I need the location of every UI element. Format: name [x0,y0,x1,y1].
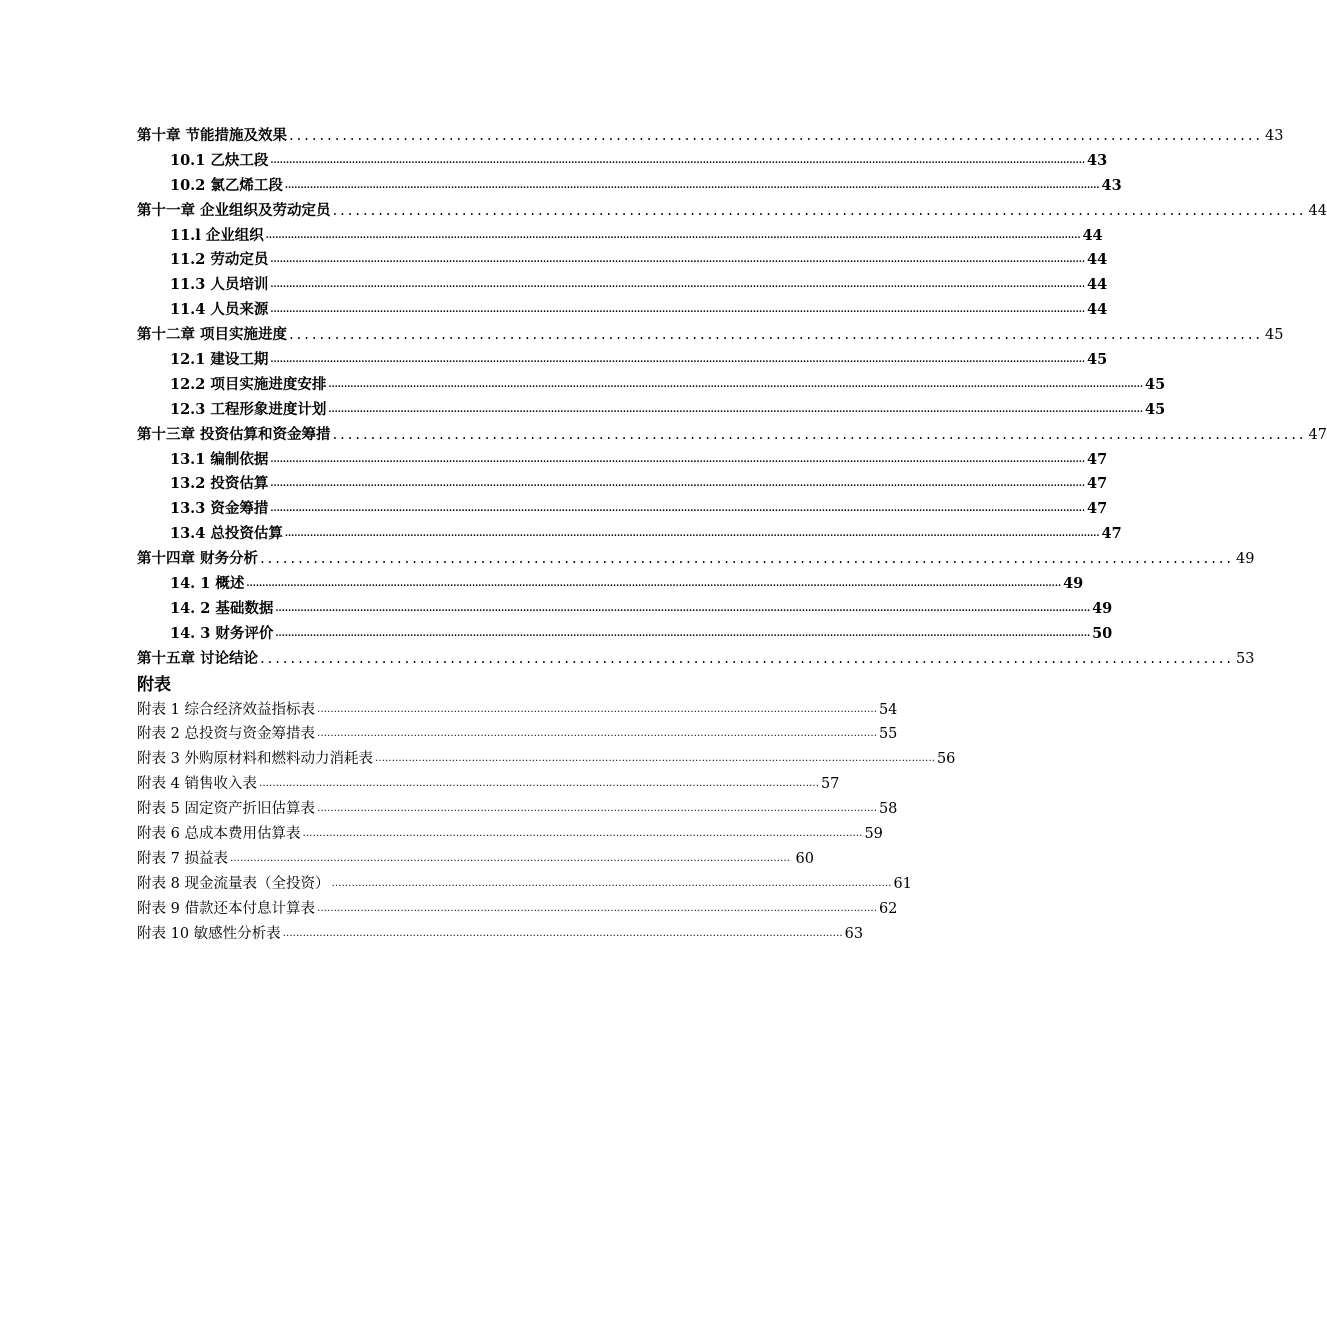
toc-page-number: 56 [936,751,956,768]
toc-entry-chapter-15[interactable] [137,647,1255,672]
toc-title: 附表 8 现金流量表（全投资） [137,875,330,892]
toc-title: 12.3 工程形象进度计划 [170,400,327,418]
toc-page-number: 49 [1092,599,1113,617]
toc-page-number: 62 [878,900,898,917]
toc-page-number: 43 [1101,176,1122,194]
toc-title: 附表 9 借款还本付息计算表 [137,900,315,917]
toc-page-number: 47 [1087,500,1108,518]
dot-leader: …………………………………………………………………………………………………………………………………………………… [302,828,863,840]
toc-title: 13.1 编制依据 [170,450,269,468]
dot-leader: ................................................................................................................................ [260,650,1235,667]
appendix-heading [137,672,814,698]
toc-entry-section-10-1[interactable] [137,149,1108,174]
toc-entry-appendix-5[interactable] [137,797,898,822]
toc-page-number: 45 [1265,327,1284,344]
toc-entry-appendix-2[interactable] [137,722,898,747]
toc-entry-section-14-1[interactable] [137,572,1084,597]
dot-leader: …………………………………………………………………………………………………………………………………………………… [316,728,877,740]
dot-leader: .................................................................................................................................................................................................................................................................... [270,504,1086,515]
dot-leader: ................................................................................................................................ [332,426,1307,443]
appendix-heading-text: 附表 [137,674,171,695]
toc-entry-appendix-3[interactable] [137,747,956,772]
toc-entry-section-12-3[interactable] [137,398,1166,423]
dot-leader: .................................................................................................................................................................................................................................................................... [275,628,1091,639]
dot-leader: .................................................................................................................................................................................................................................................................... [270,155,1086,166]
toc-title: 10.2 氯乙烯工段 [170,176,283,194]
toc-page-number: 44 [1087,276,1108,294]
dot-leader: …………………………………………………………………………………………………………………………………………………… [316,902,877,914]
dot-leader: …………………………………………………………………………………………………………………………………………………… [316,703,877,715]
toc-title: 附表 2 总投资与资金筹措表 [137,726,315,743]
toc-title: 13.3 资金筹措 [170,500,269,518]
toc-title: 附表 1 综合经济效益指标表 [137,701,315,718]
toc-page-number: 55 [878,726,898,743]
toc-page-number: 44 [1087,251,1108,269]
dot-leader: .................................................................................................................................................................................................................................................................... [270,255,1086,266]
table-of-contents [137,124,1327,947]
toc-title: 14. 2 基础数据 [170,599,274,617]
toc-title: 第十四章 财务分析 [137,550,259,568]
toc-entry-section-12-1[interactable] [137,348,1108,373]
toc-entry-section-14-3[interactable] [137,622,1113,647]
toc-page-number: 58 [878,801,898,818]
toc-entry-chapter-13[interactable] [137,423,1327,448]
toc-entry-chapter-12[interactable] [137,323,1284,348]
toc-page-number: 43 [1087,151,1108,169]
toc-entry-appendix-8[interactable] [137,872,912,897]
toc-page-number: 47 [1101,525,1122,543]
toc-page-number: 44 [1087,301,1108,319]
dot-leader: …………………………………………………………………………………………………………………………………………………… [316,803,877,815]
toc-title: 第十章 节能措施及效果 [137,126,288,144]
dot-leader: ................................................................................................................................ [260,551,1235,568]
toc-page-number: 59 [864,826,883,843]
toc-page-number: 43 [1265,127,1284,144]
dot-leader: .................................................................................................................................................................................................................................................................... [275,603,1091,614]
toc-entry-appendix-10[interactable] [137,922,864,947]
toc-title: 附表 5 固定资产折旧估算表 [137,801,315,818]
dot-leader: .................................................................................................................................................................................................................................................................... [246,579,1062,590]
toc-title: 第十五章 讨论结论 [137,649,259,667]
dot-leader: .................................................................................................................................................................................................................................................................... [270,479,1086,490]
toc-title: 11.4 人员来源 [170,301,269,319]
toc-page-number: 47 [1087,450,1108,468]
toc-entry-section-11-3[interactable] [137,273,1108,298]
dot-leader: .................................................................................................................................................................................................................................................................... [284,180,1100,191]
dot-leader: …………………………………………………………………………………………………………………………………………………… [282,927,843,939]
toc-title: 附表 10 敏感性分析表 [137,925,281,942]
toc-page-number: 45 [1087,351,1108,368]
toc-entry-section-14-2[interactable] [137,597,1113,622]
toc-title: 13.2 投资估算 [170,475,269,493]
toc-title: 附表 3 外购原材料和燃料动力消耗表 [137,751,373,768]
dot-leader: .................................................................................................................................................................................................................................................................... [328,379,1144,390]
toc-title: 11.3 人员培训 [170,276,269,294]
dot-leader: …………………………………………………………………………………………………………………………………………………… [258,778,819,790]
dot-leader: ................................................................................................................................ [289,127,1264,144]
dot-leader: .................................................................................................................................................................................................................................................................... [270,305,1086,316]
toc-page-number: 44 [1082,226,1103,244]
toc-page-number: 45 [1145,375,1166,393]
toc-page-number: 45 [1145,400,1166,418]
toc-entry-appendix-1[interactable] [137,698,898,723]
toc-title: 附表 4 销售收入表 [137,776,257,793]
toc-page-number: 63 [844,925,864,942]
toc-title: 11.l 企业组织 [170,226,264,244]
toc-page-number: 53 [1236,650,1255,667]
toc-entry-appendix-7[interactable] [137,847,814,872]
toc-title: 14. 3 财务评价 [170,624,274,642]
toc-entry-section-13-4[interactable] [137,522,1122,547]
toc-page-number: 57 [820,776,840,793]
toc-page-number: 50 [1092,624,1113,642]
toc-title: 第十二章 项目实施进度 [137,326,288,344]
dot-leader: …………………………………………………………………………………………………………………………………………………… [229,852,790,864]
toc-title: 第十三章 投资估算和资金筹措 [137,425,331,443]
toc-page-number: 44 [1308,202,1327,219]
toc-title: 10.1 乙炔工段 [170,151,269,169]
dot-leader: .................................................................................................................................................................................................................................................................... [328,404,1144,415]
dot-leader: .................................................................................................................................................................................................................................................................... [270,280,1086,291]
toc-entry-section-11-4[interactable] [137,298,1108,323]
dot-leader: .................................................................................................................................................................................................................................................................... [265,230,1081,241]
dot-leader: ................................................................................................................................ [289,327,1264,344]
toc-page-number: 54 [878,701,898,718]
toc-entry-section-12-2[interactable] [137,373,1166,398]
toc-entry-chapter-11[interactable] [137,199,1327,224]
toc-entry-appendix-4[interactable] [137,772,840,797]
toc-title: 12.1 建设工期 [170,351,269,368]
toc-title: 附表 6 总成本费用估算表 [137,826,301,843]
toc-page-number: 49 [1236,551,1255,568]
toc-title: 14. 1 概述 [170,575,245,593]
toc-entry-section-13-1[interactable] [137,448,1108,473]
toc-entry-section-11-1[interactable] [137,224,1103,249]
toc-page-number: 60 [795,850,814,867]
toc-title: 第十一章 企业组织及劳动定员 [137,201,331,219]
toc-page-number: 61 [893,875,912,892]
toc-title: 附表 7 损益表 [137,850,228,867]
dot-leader: .................................................................................................................................................................................................................................................................... [270,355,1086,365]
toc-title: 12.2 项目实施进度安排 [170,375,327,393]
toc-entry-section-13-2[interactable] [137,472,1108,497]
toc-entry-section-13-3[interactable] [137,497,1108,522]
dot-leader: .................................................................................................................................................................................................................................................................... [270,454,1086,465]
toc-entry-section-10-2[interactable] [137,174,1122,199]
dot-leader: …………………………………………………………………………………………………………………………………………………… [331,877,892,889]
toc-page-number: 49 [1063,575,1084,593]
toc-page-number: 47 [1087,475,1108,493]
dot-leader: …………………………………………………………………………………………………………………………………………………… [374,753,935,765]
toc-entry-appendix-6[interactable] [137,822,883,847]
toc-title: 11.2 劳动定员 [170,251,269,269]
dot-leader: ................................................................................................................................ [332,202,1307,219]
toc-page-number: 47 [1308,426,1327,443]
toc-entry-chapter-10[interactable] [137,124,1284,149]
toc-entry-section-11-2[interactable] [137,248,1108,273]
toc-entry-chapter-14[interactable] [137,547,1255,572]
dot-leader: .................................................................................................................................................................................................................................................................... [284,529,1100,540]
toc-entry-appendix-9[interactable] [137,897,898,922]
toc-title: 13.4 总投资估算 [170,525,283,543]
